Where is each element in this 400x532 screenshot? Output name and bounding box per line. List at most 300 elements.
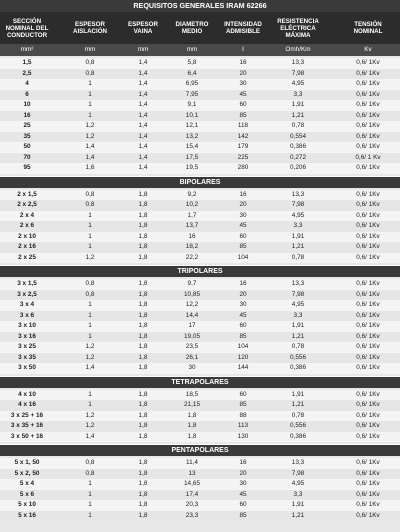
cell-section: 5 x 2, 50 <box>14 469 40 477</box>
cell-sheath-thickness: 1,8 <box>138 290 148 298</box>
cell-admissible-current: 30 <box>239 211 247 219</box>
cell-mean-diameter: 18,2 <box>185 243 199 250</box>
section-header: BIPOLARES <box>0 176 400 188</box>
cell-section: 3 x 25 + 16 <box>10 411 44 419</box>
cell-max-resistance: 3,3 <box>293 222 303 229</box>
cell-sheath-thickness: 1,4 <box>138 164 148 171</box>
unit-sheath-thickness: mm <box>137 46 149 53</box>
table-row <box>0 211 400 222</box>
cell-sheath-thickness: 1,8 <box>138 511 148 519</box>
cell-section: 3 x 10 <box>18 322 36 329</box>
cell-admissible-current: 60 <box>239 101 247 108</box>
cell-admissible-current: 20 <box>239 201 247 208</box>
cell-max-resistance: 0,78 <box>291 253 305 261</box>
cell-insulation-thickness: 1 <box>88 311 92 319</box>
cell-max-resistance: 1,91 <box>291 232 305 240</box>
cell-mean-diameter: 9,1 <box>187 101 197 108</box>
cell-sheath-thickness: 1,8 <box>138 322 148 329</box>
cell-sheath-thickness: 1,8 <box>138 469 148 477</box>
cell-sheath-thickness: 1,8 <box>138 480 148 487</box>
cell-insulation-thickness: 1,6 <box>85 164 95 171</box>
cell-insulation-thickness: 0,8 <box>85 469 95 477</box>
cell-admissible-current: 142 <box>237 132 249 140</box>
cell-insulation-thickness: 1,2 <box>85 411 95 419</box>
cell-insulation-thickness: 1 <box>88 390 92 398</box>
cell-insulation-thickness: 1,2 <box>85 132 95 140</box>
cell-insulation-thickness: 1 <box>88 501 92 508</box>
cell-nominal-voltage: 0,6/ 1Kv <box>356 80 380 87</box>
cell-section: 95 <box>23 164 31 171</box>
cell-section: 2,5 <box>22 69 32 77</box>
cell-mean-diameter: 6,95 <box>185 80 199 87</box>
cell-mean-diameter: 1,8 <box>187 411 197 419</box>
cell-nominal-voltage: 0,6/ 1Kv <box>356 332 380 340</box>
cell-max-resistance: 3,3 <box>293 490 303 498</box>
table-row <box>0 300 400 311</box>
cell-sheath-thickness: 1,8 <box>138 253 148 261</box>
cell-max-resistance: 7,98 <box>291 290 305 298</box>
table-row <box>0 500 400 511</box>
cell-mean-diameter: 13 <box>188 469 196 477</box>
cell-nominal-voltage: 0,6/ 1Kv <box>356 353 380 361</box>
cell-admissible-current: 60 <box>239 390 247 398</box>
cell-section: 2 x 2,5 <box>17 201 37 208</box>
cell-section: 2 x 10 <box>18 232 36 240</box>
cell-max-resistance: 4,95 <box>291 80 305 87</box>
unit-admissible-current: I <box>242 46 244 53</box>
header-insulation-thickness: ESPESOR AISLACIÓN <box>72 21 108 35</box>
table-row <box>0 321 400 332</box>
cell-sheath-thickness: 1,4 <box>138 153 148 161</box>
cell-admissible-current: 30 <box>239 80 247 87</box>
cell-sheath-thickness: 1,8 <box>138 201 148 208</box>
cell-mean-diameter: 12,1 <box>185 122 199 129</box>
table-row <box>0 511 400 522</box>
cell-sheath-thickness: 1,8 <box>138 222 148 229</box>
table-row <box>0 121 400 132</box>
cell-section: 2 x 25 <box>18 253 36 261</box>
table-row <box>0 232 400 243</box>
cell-section: 3 x 16 <box>18 332 36 340</box>
cell-sheath-thickness: 1,4 <box>138 122 148 129</box>
cell-sheath-thickness: 1,8 <box>138 459 148 466</box>
column-header-row <box>0 12 400 44</box>
cell-max-resistance: 0,206 <box>290 164 306 171</box>
cell-insulation-thickness: 1 <box>88 511 92 519</box>
cell-section: 35 <box>23 132 31 140</box>
cell-section: 3 x 4 <box>19 301 35 308</box>
cell-section: 4 x 10 <box>18 390 36 398</box>
table-row <box>0 390 400 401</box>
cell-sheath-thickness: 1,8 <box>138 364 148 371</box>
table-row <box>0 200 400 211</box>
table-title: REQUISITOS GENERALES IRAM 62266 <box>0 0 400 12</box>
cell-nominal-voltage: 0,6/ 1Kv <box>356 480 380 487</box>
cell-max-resistance: 1,91 <box>291 390 305 398</box>
cell-max-resistance: 0,272 <box>290 153 306 161</box>
cell-max-resistance: 1,91 <box>291 101 305 108</box>
cell-mean-diameter: 7,95 <box>185 90 199 98</box>
cell-mean-diameter: 12,2 <box>185 301 199 308</box>
cell-admissible-current: 20 <box>239 469 247 477</box>
cell-max-resistance: 1,91 <box>291 501 305 508</box>
cell-admissible-current: 85 <box>239 332 247 340</box>
cell-admissible-current: 85 <box>239 111 247 119</box>
cell-section: 6 <box>25 90 29 98</box>
table-row <box>0 479 400 490</box>
cell-admissible-current: 45 <box>239 222 247 229</box>
cell-max-resistance: 7,98 <box>291 69 305 77</box>
cell-mean-diameter: 9,7 <box>187 280 197 287</box>
cell-sheath-thickness: 1,8 <box>138 301 148 308</box>
cell-mean-diameter: 10,1 <box>185 111 199 119</box>
cell-nominal-voltage: 0,6/ 1Kv <box>356 364 380 371</box>
cell-insulation-thickness: 1 <box>88 222 92 229</box>
cell-max-resistance: 0,556 <box>290 353 306 361</box>
table-row <box>0 142 400 153</box>
cell-sheath-thickness: 1,8 <box>138 411 148 419</box>
cell-section: 1,5 <box>22 59 32 66</box>
cell-max-resistance: 1,21 <box>291 243 305 250</box>
cell-admissible-current: 16 <box>239 59 247 66</box>
cell-section: 10 <box>23 101 31 108</box>
cell-sheath-thickness: 1,8 <box>138 311 148 319</box>
cell-insulation-thickness: 1 <box>88 401 92 408</box>
cell-nominal-voltage: 0,6/ 1Kv <box>356 243 380 250</box>
cell-sheath-thickness: 1,4 <box>138 101 148 108</box>
cell-section: 3 x 35 + 16 <box>10 422 44 429</box>
cell-admissible-current: 16 <box>239 280 247 287</box>
table-row <box>0 90 400 101</box>
table-row <box>0 458 400 469</box>
cell-mean-diameter: 1,7 <box>187 211 197 219</box>
cell-max-resistance: 0,554 <box>290 132 306 140</box>
cell-insulation-thickness: 1,4 <box>85 364 95 371</box>
cell-nominal-voltage: 0,6/ 1Kv <box>356 101 380 108</box>
cell-max-resistance: 13,3 <box>291 190 305 198</box>
cell-nominal-voltage: 0,6/ 1Kv <box>356 132 380 140</box>
cell-max-resistance: 4,95 <box>291 301 305 308</box>
cell-insulation-thickness: 1,2 <box>85 343 95 350</box>
cell-nominal-voltage: 0,6/ 1Kv <box>356 290 380 298</box>
cell-insulation-thickness: 0,8 <box>85 190 95 198</box>
cell-admissible-current: 179 <box>237 143 249 150</box>
cell-nominal-voltage: 0,6/ 1Kv <box>356 501 380 508</box>
cell-admissible-current: 20 <box>239 290 247 298</box>
table-row <box>0 332 400 343</box>
table-row <box>0 342 400 353</box>
cell-admissible-current: 104 <box>237 343 249 350</box>
cell-admissible-current: 85 <box>239 243 247 250</box>
cell-insulation-thickness: 0,8 <box>85 201 95 208</box>
cell-section: 3 x 50 <box>18 364 36 371</box>
cell-sheath-thickness: 1,8 <box>138 501 148 508</box>
header-section: SECCIÓN NOMINAL DEL CONDUCTOR <box>5 17 49 39</box>
cell-mean-diameter: 22,2 <box>185 253 199 261</box>
cell-insulation-thickness: 1 <box>88 301 92 308</box>
cell-nominal-voltage: 0,6/ 1Kv <box>356 322 380 329</box>
cell-admissible-current: 85 <box>239 511 247 519</box>
cell-insulation-thickness: 1,2 <box>85 422 95 429</box>
cell-mean-diameter: 1,8 <box>187 432 197 440</box>
cell-section: 3 x 50 + 16 <box>10 432 44 440</box>
cell-max-resistance: 7,98 <box>291 201 305 208</box>
cell-insulation-thickness: 1,2 <box>85 122 95 129</box>
cell-nominal-voltage: 0,6/ 1Kv <box>356 511 380 519</box>
units-row <box>0 44 400 56</box>
cell-mean-diameter: 17,5 <box>185 153 199 161</box>
cell-admissible-current: 120 <box>237 353 249 361</box>
cell-max-resistance: 13,3 <box>291 59 305 66</box>
cell-section: 3 x 1,5 <box>17 280 37 287</box>
cell-admissible-current: 60 <box>239 501 247 508</box>
cell-mean-diameter: 19,5 <box>185 164 199 171</box>
cell-section: 2 x 6 <box>19 222 35 229</box>
cell-section: 3 x 25 <box>18 343 36 350</box>
cell-nominal-voltage: 0,6/ 1Kv <box>356 143 380 150</box>
table-row <box>0 100 400 111</box>
cell-admissible-current: 16 <box>239 459 247 466</box>
cell-nominal-voltage: 0,6/ 1Kv <box>356 411 380 419</box>
cell-sheath-thickness: 1,8 <box>138 401 148 408</box>
cell-admissible-current: 60 <box>239 232 247 240</box>
cell-insulation-thickness: 1 <box>88 322 92 329</box>
cell-mean-diameter: 19,05 <box>184 332 200 340</box>
cell-mean-diameter: 21,15 <box>184 401 200 408</box>
cell-section: 5 x 1, 50 <box>14 459 40 466</box>
cell-mean-diameter: 10,2 <box>185 201 199 208</box>
cell-insulation-thickness: 1,4 <box>85 153 95 161</box>
cell-sheath-thickness: 1,8 <box>138 232 148 240</box>
cell-insulation-thickness: 1 <box>88 243 92 250</box>
cell-nominal-voltage: 0,6/ 1Kv <box>356 69 380 77</box>
table-row <box>0 363 400 374</box>
cell-nominal-voltage: 0,6/ 1Kv <box>356 164 380 171</box>
cell-insulation-thickness: 1 <box>88 101 92 108</box>
cell-sheath-thickness: 1,8 <box>138 490 148 498</box>
cell-sheath-thickness: 1,8 <box>138 432 148 440</box>
cell-section: 50 <box>23 143 31 150</box>
cell-insulation-thickness: 1,4 <box>85 143 95 150</box>
table-row <box>0 290 400 301</box>
cell-sheath-thickness: 1,8 <box>138 332 148 340</box>
cell-mean-diameter: 15,4 <box>185 143 199 150</box>
cell-nominal-voltage: 0,6/ 1Kv <box>356 211 380 219</box>
cell-max-resistance: 0,78 <box>291 122 305 129</box>
cell-nominal-voltage: 0,6/ 1Kv <box>356 343 380 350</box>
cell-sheath-thickness: 1,8 <box>138 353 148 361</box>
cell-nominal-voltage: 0,6/ 1Kv <box>356 490 380 498</box>
cell-max-resistance: 3,3 <box>293 311 303 319</box>
cell-max-resistance: 4,95 <box>291 480 305 487</box>
cell-admissible-current: 45 <box>239 90 247 98</box>
cell-mean-diameter: 1,8 <box>187 422 197 429</box>
cell-mean-diameter: 9,2 <box>187 190 197 198</box>
cell-section: 70 <box>23 153 31 161</box>
cell-mean-diameter: 6,4 <box>187 69 197 77</box>
cell-admissible-current: 118 <box>237 122 249 129</box>
cell-mean-diameter: 13,2 <box>185 132 199 140</box>
cell-insulation-thickness: 1 <box>88 211 92 219</box>
cell-sheath-thickness: 1,4 <box>138 143 148 150</box>
table-row <box>0 79 400 90</box>
cell-max-resistance: 1,21 <box>291 511 305 519</box>
cell-mean-diameter: 23,5 <box>185 343 199 350</box>
cell-nominal-voltage: 0,6/ 1Kv <box>356 432 380 440</box>
table-row <box>0 132 400 143</box>
cell-sheath-thickness: 1,4 <box>138 69 148 77</box>
cell-sheath-thickness: 1,4 <box>138 111 148 119</box>
cell-mean-diameter: 26,1 <box>185 353 199 361</box>
cell-max-resistance: 13,3 <box>291 459 305 466</box>
cell-insulation-thickness: 1,2 <box>85 353 95 361</box>
cell-section: 16 <box>23 111 31 119</box>
header-sheath-thickness: ESPESOR VAINA <box>128 21 158 35</box>
header-nominal-voltage: TENSIÓN NOMINAL <box>353 21 383 35</box>
cell-sheath-thickness: 1,8 <box>138 343 148 350</box>
cell-nominal-voltage: 0,6/ 1Kv <box>356 311 380 319</box>
cell-nominal-voltage: 0,6/ 1Kv <box>356 222 380 229</box>
cell-mean-diameter: 14,65 <box>184 480 200 487</box>
cell-nominal-voltage: 0,6/ 1Kv <box>356 122 380 129</box>
cell-nominal-voltage: 0,6/ 1Kv <box>356 232 380 240</box>
table-row <box>0 163 400 174</box>
cell-section: 5 x 16 <box>18 511 36 519</box>
cell-sheath-thickness: 1,8 <box>138 243 148 250</box>
cell-sheath-thickness: 1,8 <box>138 422 148 429</box>
table-row <box>0 311 400 322</box>
cell-insulation-thickness: 0,8 <box>85 280 95 287</box>
cell-admissible-current: 225 <box>237 153 249 161</box>
cell-section: 5 x 4 <box>19 480 35 487</box>
cell-sheath-thickness: 1,8 <box>138 280 148 287</box>
cell-admissible-current: 45 <box>239 490 247 498</box>
cell-max-resistance: 0,78 <box>291 343 305 350</box>
cell-insulation-thickness: 1 <box>88 111 92 119</box>
table-row <box>0 153 400 164</box>
cell-nominal-voltage: 0,6/ 1Kv <box>356 190 380 198</box>
table-row <box>0 58 400 69</box>
cell-section: 2 x 1,5 <box>17 190 37 198</box>
cell-admissible-current: 130 <box>237 432 249 440</box>
cell-mean-diameter: 23,3 <box>185 511 199 519</box>
cell-section: 5 x 10 <box>18 501 36 508</box>
cell-nominal-voltage: 0,6/ 1Kv <box>356 59 380 66</box>
header-admissible-current: INTENSIDAD ADMISIBLE <box>224 21 262 35</box>
section-header: PENTAPOLARES <box>0 444 400 456</box>
cell-admissible-current: 104 <box>237 253 249 261</box>
cell-nominal-voltage: 0,6/ 1Kv <box>356 390 380 398</box>
cell-admissible-current: 30 <box>239 480 247 487</box>
table-row <box>0 400 400 411</box>
cell-admissible-current: 20 <box>239 69 247 77</box>
cell-sheath-thickness: 1,4 <box>138 59 148 66</box>
unit-nominal-voltage: Kv <box>364 46 372 53</box>
cell-admissible-current: 113 <box>237 422 249 429</box>
cell-sheath-thickness: 1,8 <box>138 190 148 198</box>
unit-mean-diameter: mm <box>186 46 198 53</box>
cell-max-resistance: 7,98 <box>291 469 305 477</box>
table-row <box>0 69 400 80</box>
cell-nominal-voltage: 0,6/ 1Kv <box>356 401 380 408</box>
cell-admissible-current: 280 <box>237 164 249 171</box>
cell-insulation-thickness: 1 <box>88 90 92 98</box>
cell-section: 3 x 35 <box>18 353 36 361</box>
cell-insulation-thickness: 0,8 <box>85 69 95 77</box>
cell-max-resistance: 13,3 <box>291 280 305 287</box>
cell-insulation-thickness: 0,8 <box>85 290 95 298</box>
cell-sheath-thickness: 1,4 <box>138 90 148 98</box>
cell-nominal-voltage: 0,6/ 1Kv <box>356 459 380 466</box>
cell-insulation-thickness: 1 <box>88 490 92 498</box>
table-row <box>0 111 400 122</box>
table-row <box>0 353 400 364</box>
cell-nominal-voltage: 0,6/ 1 Kv <box>355 153 381 161</box>
cell-insulation-thickness: 1 <box>88 232 92 240</box>
section-header: TETRAPOLARES <box>0 376 400 388</box>
header-mean-diameter: DIAMETRO MEDIO <box>175 21 209 35</box>
cell-admissible-current: 60 <box>239 322 247 329</box>
table-row <box>0 432 400 443</box>
cell-section: 2 x 16 <box>18 243 36 250</box>
table-row <box>0 190 400 201</box>
cell-admissible-current: 16 <box>239 190 247 198</box>
cell-insulation-thickness: 0,8 <box>85 459 95 466</box>
section-header: TRIPOLARES <box>0 265 400 277</box>
cell-mean-diameter: 13,7 <box>185 222 199 229</box>
cell-mean-diameter: 20,3 <box>185 501 199 508</box>
cell-mean-diameter: 17,4 <box>185 490 199 498</box>
cell-sheath-thickness: 1,8 <box>138 211 148 219</box>
cell-section: 3 x 2,5 <box>17 290 37 298</box>
cell-section: 3 x 6 <box>19 311 35 319</box>
table-row <box>0 221 400 232</box>
cell-mean-diameter: 10,85 <box>184 290 200 298</box>
cell-max-resistance: 0,386 <box>290 143 306 150</box>
unit-insulation-thickness: mm <box>84 46 96 53</box>
cell-insulation-thickness: 1 <box>88 80 92 87</box>
cell-insulation-thickness: 1,2 <box>85 253 95 261</box>
header-max-resistance: RESISTENCIA ELÉCTRICA MÁXIMA <box>277 17 319 39</box>
cell-nominal-voltage: 0,6/ 1Kv <box>356 469 380 477</box>
cell-max-resistance: 1,21 <box>291 332 305 340</box>
cell-nominal-voltage: 0,6/ 1Kv <box>356 201 380 208</box>
cell-sheath-thickness: 1,4 <box>138 132 148 140</box>
cell-section: 25 <box>23 122 31 129</box>
cell-admissible-current: 88 <box>239 411 247 419</box>
cell-section: 5 x 6 <box>19 490 35 498</box>
cell-mean-diameter: 30 <box>188 364 196 371</box>
cell-mean-diameter: 16 <box>188 232 196 240</box>
table-row <box>0 411 400 422</box>
cell-max-resistance: 1,21 <box>291 111 305 119</box>
cell-sheath-thickness: 1,4 <box>138 80 148 87</box>
cell-section: 4 x 16 <box>18 401 36 408</box>
cell-mean-diameter: 11,4 <box>186 459 198 466</box>
cell-admissible-current: 30 <box>239 301 247 308</box>
cell-max-resistance: 1,91 <box>291 322 305 329</box>
cell-mean-diameter: 18,5 <box>185 390 199 398</box>
table-row <box>0 279 400 290</box>
table-row <box>0 421 400 432</box>
cell-max-resistance: 0,386 <box>290 432 306 440</box>
cell-mean-diameter: 5,8 <box>187 59 197 66</box>
cell-mean-diameter: 14,4 <box>185 311 199 319</box>
table-row <box>0 469 400 480</box>
table-row <box>0 490 400 501</box>
cell-insulation-thickness: 1,4 <box>85 432 95 440</box>
table-row <box>0 242 400 253</box>
